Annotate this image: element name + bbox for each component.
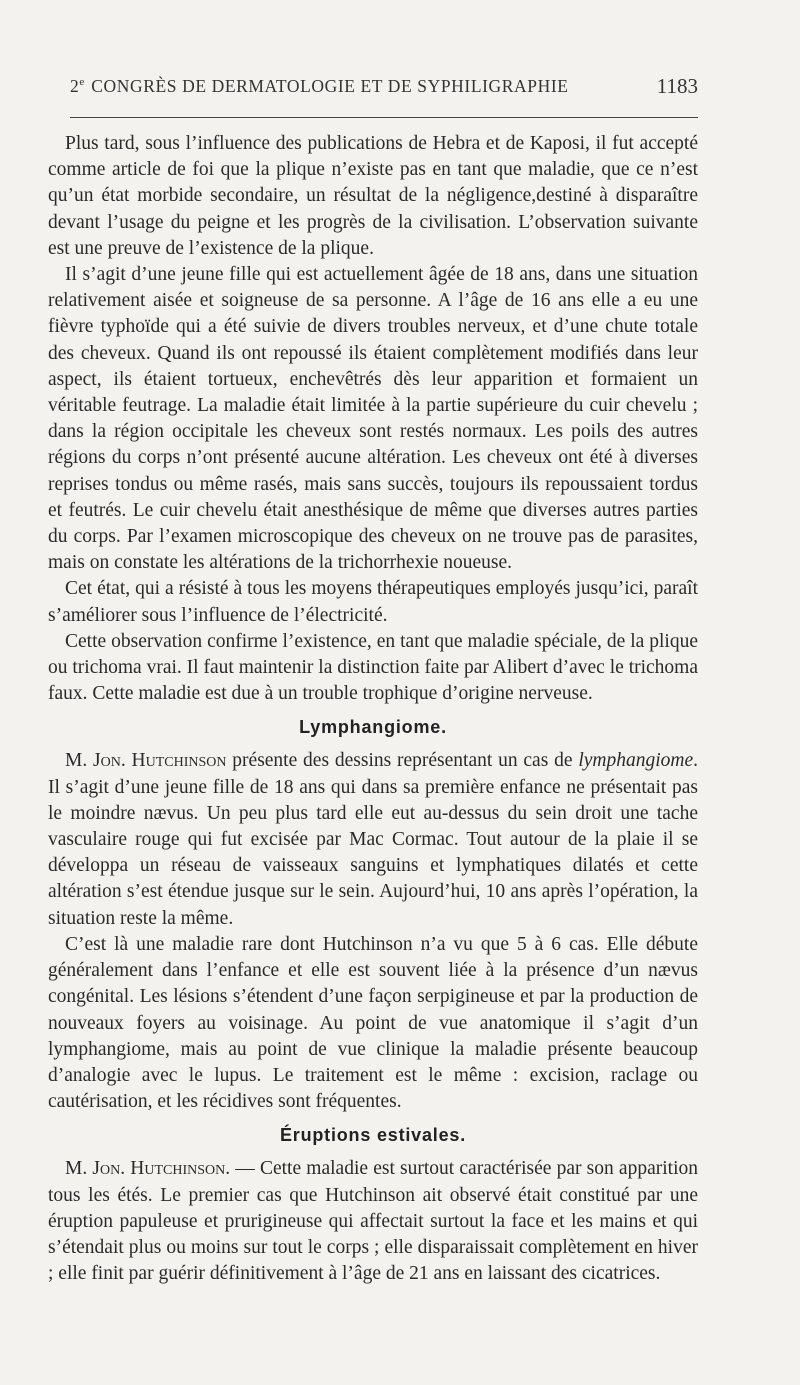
page-number: 1183 bbox=[656, 74, 698, 98]
italic-term: lymphangiome bbox=[578, 750, 694, 772]
running-title-text: CONGRÈS DE DERMATOLOGIE ET DE SYPHILIGRAPHIE bbox=[91, 76, 569, 96]
body-text bbox=[48, 131, 698, 1287]
paragraph-plique-conclusion: Cette observation confirme l’existence, en tant que maladie spéciale, de la plique ou trichoma vrai. Il faut maintenir la distinction faite par Alibert d’avec le trichoma faux. Cette maladie est due à un trouble trophique d’origine nerveuse. bbox=[48, 630, 698, 705]
paragraph-text: — Cette maladie est surtout caractérisée par son apparition tous les étés. Le premier cas que Hutchinson ait observé était constitué par une éruption papuleuse et prurigineuse qui affectait surtout la face et les mains et qui s’étendait plus ou moins sur tout le corps ; elle disparaissait complètement en hiver ; elle finit par guérir définitivement à l’âge de 21 ans en laissant des cicatrices. bbox=[48, 1158, 698, 1285]
author-name: M. Jon. Hutchinson. bbox=[65, 1158, 231, 1180]
ordinal-number: 2 bbox=[70, 76, 80, 96]
author-name: M. Jon. Hutchinson bbox=[65, 750, 227, 772]
paragraph-lymphangiome-case bbox=[48, 748, 698, 931]
paragraph-eruptions-case bbox=[48, 1156, 698, 1287]
paragraph-plique-intro: Plus tard, sous l’influence des publications de Hebra et de Kaposi, il fut accepté comme article de foi que la plique n’existe pas en tant que maladie, que ce n’est qu’un état morbide secondaire, un résultat de la négligence,destiné à disparaître devant l’usage du peigne et les progrès de la civilisation. L’observation suivante est une preuve de l’existence de la plique. bbox=[48, 133, 698, 259]
paragraph-plique-treatment: Cet état, qui a résisté à tous les moyens thérapeutiques employés jusqu’ici, paraît s’améliorer sous l’influence de l’électricité. bbox=[48, 578, 698, 626]
ordinal-suffix: e bbox=[79, 76, 85, 88]
section-heading-eruptions: Éruptions estivales. bbox=[279, 1125, 467, 1146]
paragraph-text: . Il s’agit d’une jeune fille de 18 ans qui dans sa première enfance ne présentait pas le moindre nævus. Un peu plus tard elle eut au-dessus du sein droit une tache vasculaire rouge qui fut excisée par Mac Cormac. Tout autour de la plaie il se développa un réseau de vaisseaux sanguins et lymphatiques dilatés et cette altération s’est étendue jusque sur le sein. Aujourd’hui, 10 ans après l’opération, la situation reste la même. bbox=[48, 750, 698, 929]
paragraph-text: présente des dessins représentant un cas de bbox=[226, 750, 579, 772]
header-rule bbox=[70, 117, 698, 118]
paragraph-lymphangiome-discussion: C’est là une maladie rare dont Hutchinson n’a vu que 5 à 6 cas. Elle débute généralement dans l’enfance et elle est souvent liée à la présence d’un nævus congénital. Les lésions s’étendent d’une façon serpigineuse et par la production de nouveaux foyers au voisinage. Au point de vue anatomique il s’agit d’un lymphangiome, mais au point de vue clinique la maladie présente beaucoup d’analogie avec le lupus. Le traitement est le même : excision, raclage ou cautérisation, et les récidives sont fréquentes. bbox=[48, 933, 698, 1113]
running-header bbox=[48, 74, 698, 102]
paragraph-plique-case: Il s’agit d’une jeune fille qui est actuellement âgée de 18 ans, dans une situation relativement aisée et soigneuse de sa personne. A l’âge de 16 ans elle a eu une fièvre typhoïde qui a été suivie de divers troubles nerveux, et d’une chute totale des cheveux. Quand ils ont repoussé ils étaient complètement modifiés dans leur aspect, ils étaient tortueux, enchevêtrés dès leur apparition et formaient un véritable feutrage. La maladie était limitée à la partie supérieure du cuir chevelu ; dans la région occipitale les cheveux sont restés normaux. Les poils des autres régions du corps n’ont présenté aucune altération. Les cheveux ont été à diverses reprises tondus ou même rasés, mais sans succès, toujours ils repoussaient tordus et feutrés. Le cuir chevelu était anesthésique de même que diverses autres parties du corps. Par l’examen microscopique des cheveux on ne trouve pas de parasites, mais on constate les altérations de la trichorrhexie noueuse. bbox=[48, 264, 698, 574]
running-title bbox=[70, 76, 569, 97]
section-heading-lymphangiome: Lymphangiome. bbox=[299, 717, 447, 738]
